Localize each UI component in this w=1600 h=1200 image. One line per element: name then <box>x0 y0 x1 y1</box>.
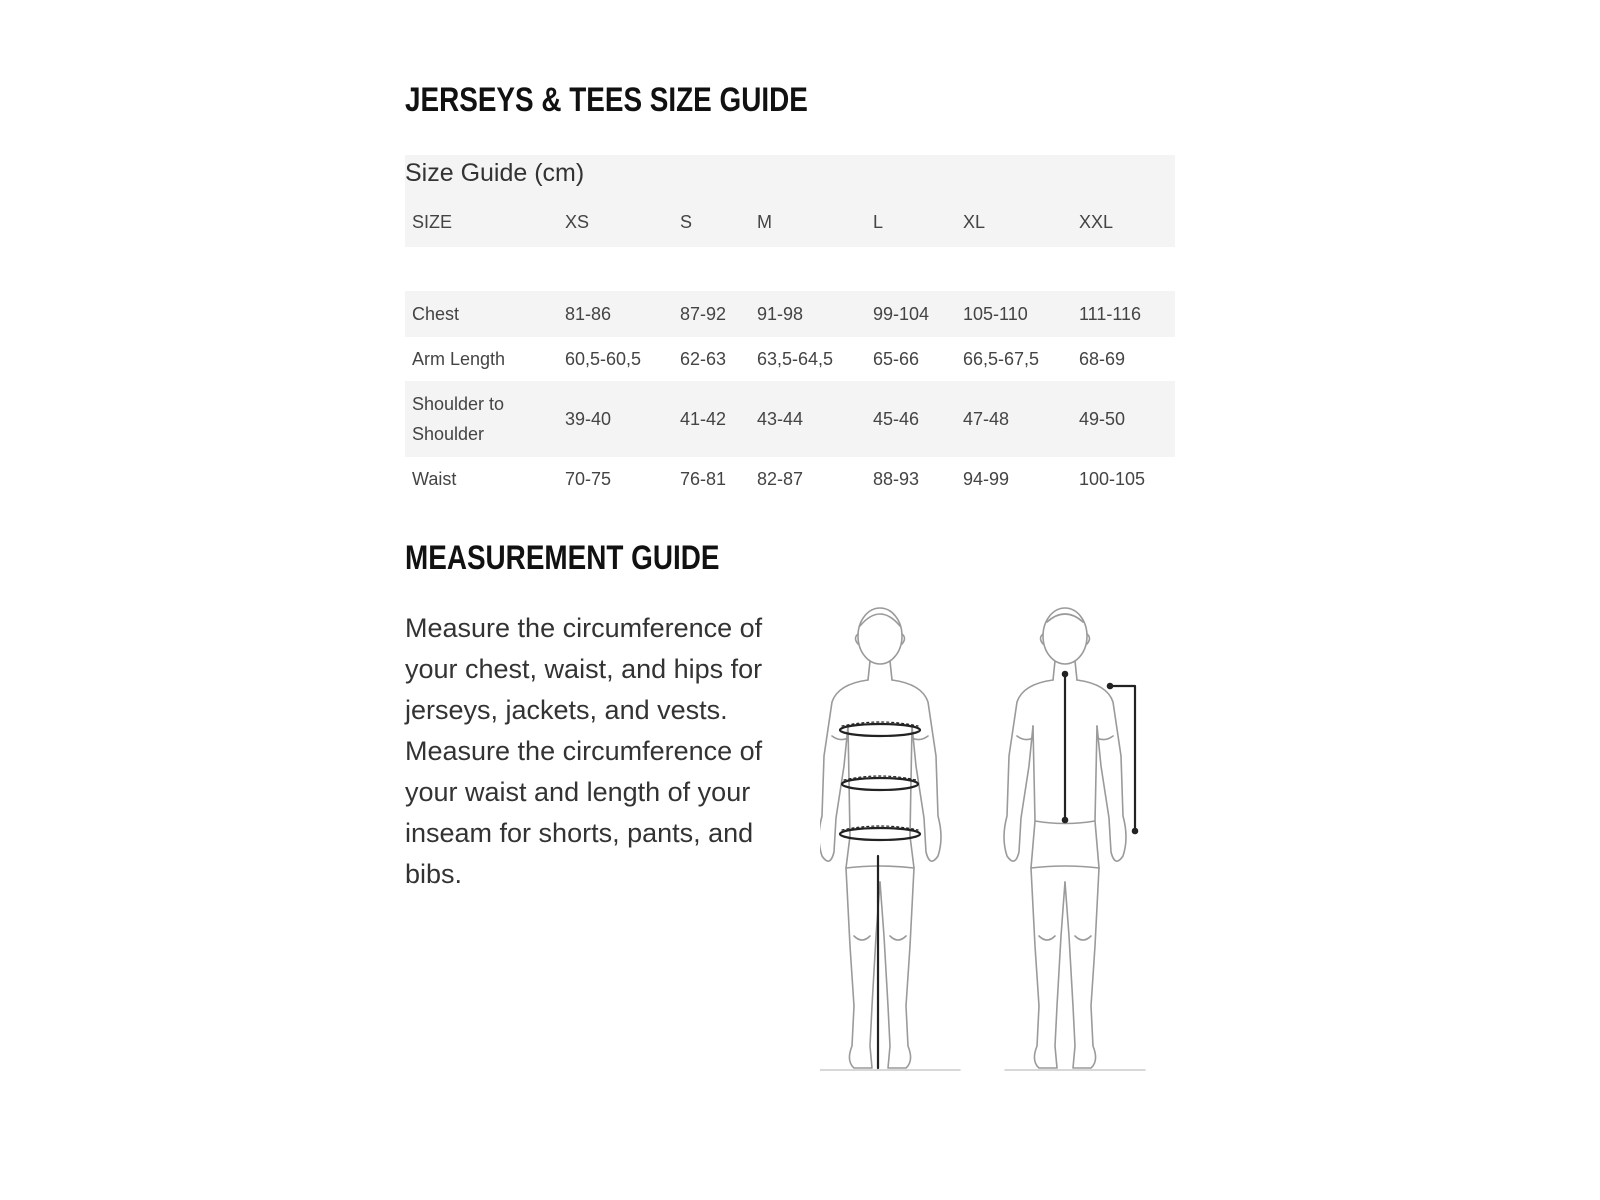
table-cell: 65-66 <box>873 348 920 369</box>
row-label: Arm Length <box>412 349 506 369</box>
table-cell: 49-50 <box>1079 408 1126 429</box>
column-header-xxl: XXL <box>1079 211 1114 232</box>
table-cell: 87-92 <box>680 303 727 324</box>
table-cell: 94-99 <box>963 468 1010 489</box>
column-header-xs: XS <box>565 211 590 232</box>
table-row-shoulder-to-shoulder <box>405 381 1175 457</box>
table-cell: 105-110 <box>963 303 1028 324</box>
row-label: Waist <box>412 469 457 489</box>
size-table <box>405 155 1175 501</box>
table-cell: 81-86 <box>565 303 612 324</box>
column-header-m: M <box>757 211 772 232</box>
column-header-s: S <box>680 211 693 232</box>
body-measurement-illustration <box>820 606 1180 1106</box>
table-cell: 70-75 <box>565 468 612 489</box>
column-headers <box>405 207 1175 237</box>
page-title: JERSEYS & TEES SIZE GUIDE <box>405 81 808 119</box>
table-caption: Size Guide (cm) <box>405 159 585 187</box>
row-label: Shoulder to Shoulder <box>412 394 505 444</box>
table-row-waist <box>405 457 1175 501</box>
back-figure-icon <box>1004 608 1145 1070</box>
table-cell: 111-116 <box>1079 303 1142 324</box>
table-cell: 60,5-60,5 <box>565 348 642 369</box>
row-label: Chest <box>412 304 460 324</box>
table-cell: 45-46 <box>873 408 920 429</box>
table-cell: 66,5-67,5 <box>963 348 1040 369</box>
table-cell: 88-93 <box>873 468 920 489</box>
table-cell: 43-44 <box>757 408 804 429</box>
table-cell: 62-63 <box>680 348 727 369</box>
table-cell: 41-42 <box>680 408 727 429</box>
table-cell: 47-48 <box>963 408 1010 429</box>
table-cell: 82-87 <box>757 468 804 489</box>
table-cell: 91-98 <box>757 303 804 324</box>
table-cell: 100-105 <box>1079 468 1146 489</box>
table-cell: 63,5-64,5 <box>757 348 834 369</box>
table-cell: 68-69 <box>1079 348 1126 369</box>
column-header-l: L <box>873 211 884 232</box>
measurement-guide-text: Measure the circumference of your chest, waist, and hips for jerseys, jackets, and vests. Measure the circumference of your waist and length of your inseam for shorts, pants, and bibs. <box>405 613 763 889</box>
measurement-guide-title: MEASUREMENT GUIDE <box>405 539 720 577</box>
table-row-chest <box>405 291 1175 337</box>
table-row-arm-length <box>405 337 1175 381</box>
table-cell: 99-104 <box>873 303 930 324</box>
table-cell: 39-40 <box>565 408 612 429</box>
table-header <box>405 155 1175 247</box>
column-header-size: SIZE <box>412 212 453 232</box>
table-cell: 76-81 <box>680 468 727 489</box>
column-header-xl: XL <box>963 211 986 232</box>
